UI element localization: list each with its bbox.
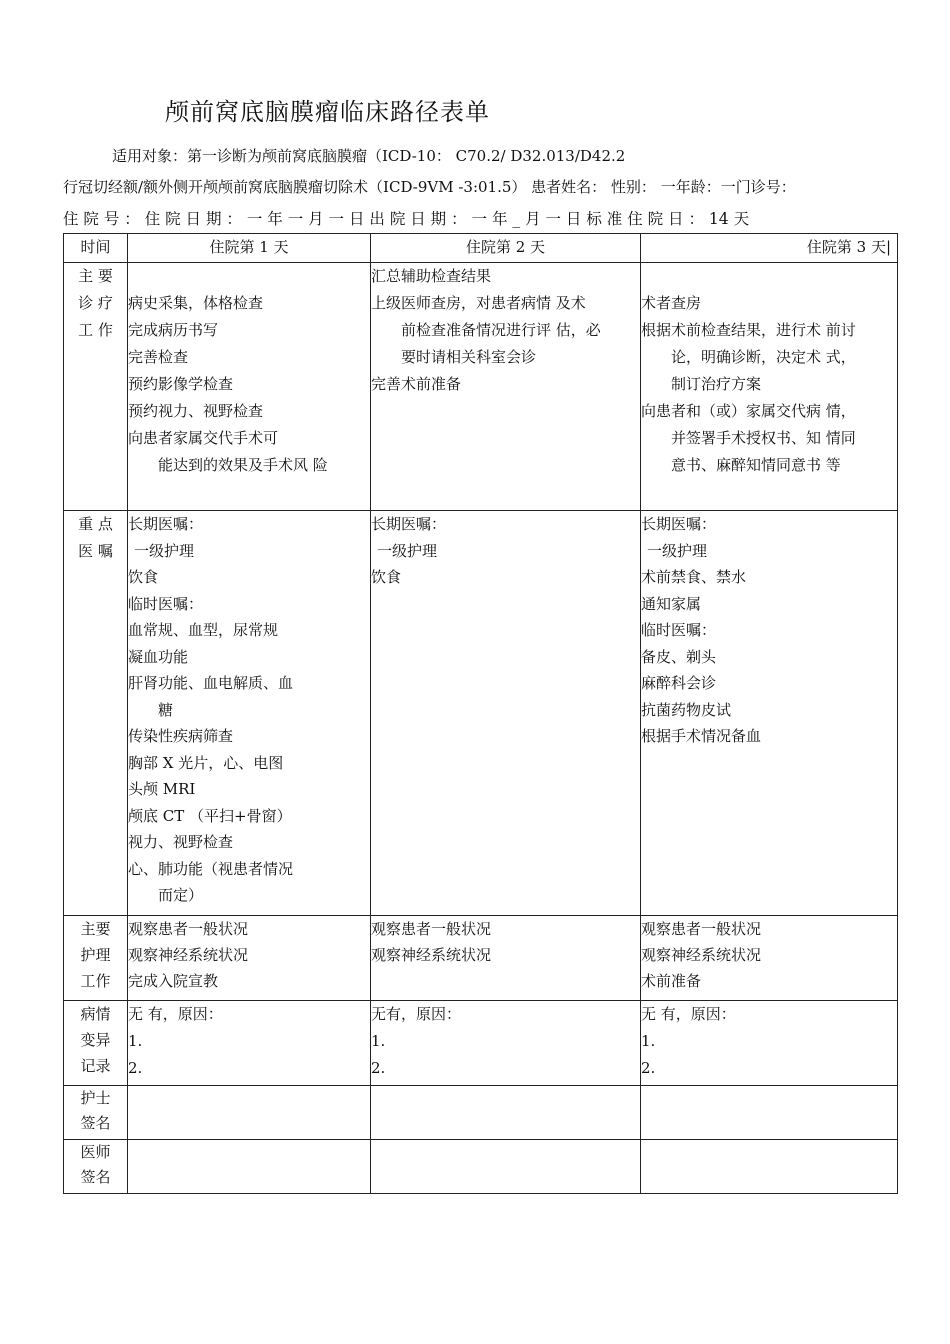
cell-line: 病史采集，体格检查: [128, 294, 264, 312]
cell-line: 根据术前检查结果，进行术 前讨: [641, 321, 856, 339]
cell-line: 视力、视野检查: [128, 833, 234, 851]
cell-line: 前检查准备情况进行评 估，必: [401, 321, 601, 339]
cell-line: 汇总辅助检查结果: [371, 267, 492, 285]
cell-line: 无 有，原因：: [128, 1005, 223, 1023]
cell-line: [128, 263, 370, 290]
cell-day3: [641, 263, 898, 511]
cell-day2: [371, 916, 641, 1001]
cell-line: 预约影像学检查: [128, 375, 234, 393]
label-line: 病情: [80, 1005, 111, 1023]
cell-day1: [128, 263, 371, 511]
cell-day2: [371, 1001, 641, 1086]
label-line: 签名: [80, 1114, 111, 1132]
row-label: [64, 1086, 128, 1140]
row-nursing-work: [64, 916, 898, 1001]
header-day3: 住院第 3 天|: [641, 234, 898, 263]
cell-line: 凝血功能: [128, 647, 189, 666]
admission-dates-line: 住 院 号 ： 住 院 日 期 ： 一 年 一 月 一 日 出 院 日 期 ： 一 年 _ 月 一 日 标 准 住 院 日 ： 14 天: [63, 210, 750, 228]
label-line: 记录: [80, 1057, 111, 1075]
row-label: [64, 916, 128, 1001]
cell-line: 观察患者一般状况: [371, 920, 492, 938]
cell-line: 根据手术情况备血: [641, 727, 762, 745]
applicable-object-line: 适用对象：第一诊断为颅前窝底脑膜瘤（ICD-10： C70.2/ D32.013/D42.2: [112, 147, 626, 165]
cell-line: 胸部 X 光片，心、电图: [128, 753, 284, 772]
cell-day3: [641, 916, 898, 1001]
cell-line: 肝肾功能、血电解质、血: [128, 674, 294, 692]
cell-line: [641, 263, 897, 290]
cell-line: 并签署手术授权书、知 情同: [671, 429, 856, 447]
cell-line: 术前禁食、禁水: [641, 568, 747, 586]
cell-line: 临时医嘱：: [128, 594, 204, 613]
label-line: 护理: [80, 946, 111, 964]
cell-line: 观察患者一般状况: [641, 920, 762, 938]
cell-line: 头颅 MRI: [128, 780, 196, 798]
cell-day1: [128, 511, 371, 916]
label-line: 工作: [80, 972, 111, 990]
cell-line: 饮食: [371, 568, 402, 586]
cell-line: 完善检查: [128, 348, 189, 366]
label-line: 签名: [80, 1168, 111, 1186]
header-day2: 住院第 2 天: [371, 234, 641, 263]
cell-line: 能达到的效果及手术风 险: [158, 456, 328, 474]
cell-day1: [128, 1001, 371, 1086]
cell-line: 心、肺功能（视患者情况: [128, 859, 294, 878]
cell-line: 完成入院宣教: [128, 972, 219, 990]
cell-line: 无 有，原因：: [641, 1005, 736, 1023]
row-label: [64, 1140, 128, 1194]
cell-line: 饮食: [128, 568, 159, 586]
cell-line: 要时请相关科室会诊: [401, 348, 537, 366]
cell-line: 颅底 CT （平扫+骨窗）: [128, 806, 292, 825]
cell-line: 无有，原因：: [371, 1005, 462, 1023]
cell-line: 向患者家属交代手术可: [128, 429, 279, 447]
cell-day1: [128, 916, 371, 1001]
cell-line: 1.: [641, 1032, 656, 1050]
cell-line: 备皮、剃头: [641, 647, 717, 666]
label-line: 主 要: [78, 267, 113, 285]
label-line: 工 作: [78, 321, 113, 339]
cell-line: 预约视力、视野检查: [128, 402, 264, 420]
cell-line: 长期医嘱：: [371, 515, 447, 533]
label-line: 重 点: [78, 515, 113, 533]
cell-line: 1.: [128, 1032, 143, 1050]
cell-day3: [641, 1001, 898, 1086]
cell-line: 2.: [128, 1059, 143, 1077]
row-label: [64, 263, 128, 511]
cell-day2: [371, 511, 641, 916]
cell-line: 观察患者一般状况: [128, 920, 249, 938]
cell-line: 意书、麻醉知情同意书 等: [671, 456, 841, 474]
label-line: 主要: [80, 920, 111, 938]
row-main-treatment: [64, 263, 898, 511]
row-label: [64, 1001, 128, 1086]
cell-line: 血常规、血型，尿常规: [128, 621, 279, 639]
cell-day3: [641, 511, 898, 916]
cell-line: 向患者和（或）家属交代病 情，: [641, 402, 856, 420]
cell-line: 通知家属: [641, 594, 702, 613]
signature-cell-day1[interactable]: [128, 1140, 371, 1194]
cell-line: 观察神经系统状况: [641, 946, 762, 964]
label-line: 医师: [80, 1143, 111, 1161]
cell-line: 一级护理: [377, 541, 438, 560]
cell-line: 临时医嘱：: [641, 621, 717, 639]
surgery-patient-info-line: 行冠切经额/额外侧开颅颅前窝底脑膜瘤切除术（ICD-9VM -3:01.5） 患者姓名： 性别： 一年龄：一门诊号：: [63, 178, 796, 196]
cell-line: 一级护理: [134, 541, 195, 560]
row-label: [64, 511, 128, 916]
cell-line: 1.: [371, 1032, 386, 1050]
cell-line: 完成病历书写: [128, 321, 219, 339]
cell-line: 术前准备: [641, 972, 702, 990]
row-doctor-signature: [64, 1140, 898, 1194]
cell-line: 糖: [158, 700, 174, 719]
clinical-pathway-table: [63, 233, 898, 1194]
cell-line: 抗菌药物皮试: [641, 700, 732, 719]
row-key-orders: [64, 511, 898, 916]
cell-line: 一级护理: [647, 541, 708, 560]
signature-cell-day2[interactable]: [371, 1140, 641, 1194]
label-line: 变异: [80, 1031, 111, 1049]
cell-line: 上级医师查房，对患者病情 及术: [371, 294, 586, 312]
cell-line: 2.: [371, 1059, 386, 1077]
label-line: 医 嘱: [78, 542, 113, 560]
cell-line: 论，明确诊断，决定术 式，: [671, 348, 856, 366]
row-nurse-signature: [64, 1086, 898, 1140]
header-day1: 住院第 1 天: [128, 234, 371, 263]
cell-line: 术者查房: [641, 294, 702, 312]
page-title: 颅前窝底脑膜瘤临床路径表单: [165, 98, 490, 126]
signature-cell-day3[interactable]: [641, 1140, 898, 1194]
cell-line: 完善术前准备: [371, 375, 462, 393]
cell-line: 而定）: [158, 886, 204, 904]
cell-line: 制订治疗方案: [671, 375, 762, 393]
signature-cell-day2[interactable]: [371, 1086, 641, 1140]
cell-line: 长期医嘱：: [641, 515, 717, 533]
cell-line: 观察神经系统状况: [371, 946, 492, 964]
header-row: [64, 234, 898, 263]
cell-line: 麻醉科会诊: [641, 674, 717, 692]
cell-line: 2.: [641, 1059, 656, 1077]
signature-cell-day3[interactable]: [641, 1086, 898, 1140]
header-time: 时间: [64, 234, 128, 263]
cell-day2: [371, 263, 641, 511]
label-line: 护士: [80, 1089, 111, 1107]
signature-cell-day1[interactable]: [128, 1086, 371, 1140]
cell-line: 传染性疾病筛查: [128, 727, 234, 745]
row-variation-record: [64, 1001, 898, 1086]
label-line: 诊 疗: [78, 294, 113, 312]
cell-line: 观察神经系统状况: [128, 946, 249, 964]
cell-line: 长期医嘱：: [128, 515, 204, 533]
